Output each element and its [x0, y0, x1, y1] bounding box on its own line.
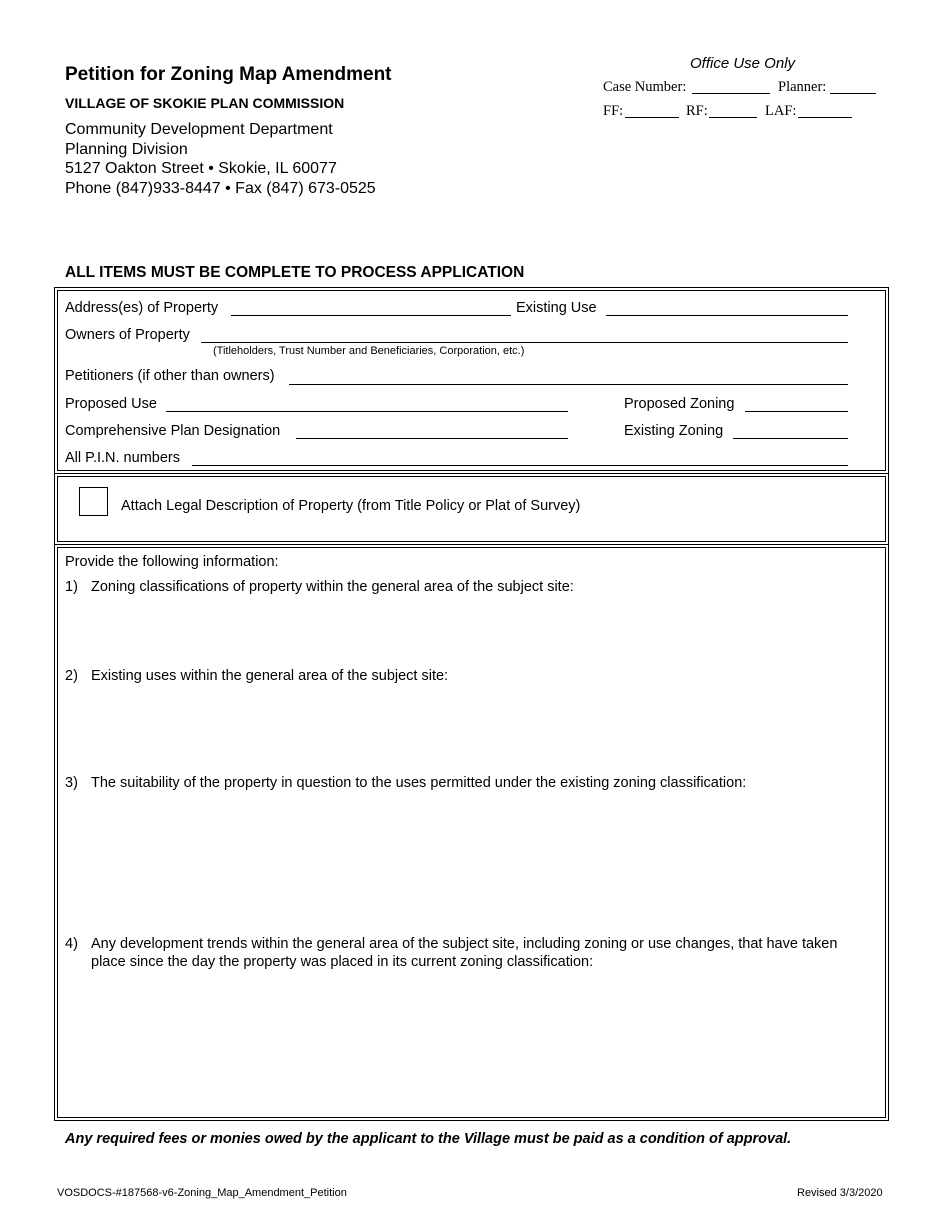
pin-label: All P.I.N. numbers [65, 450, 180, 466]
address-label: Address(es) of Property [65, 300, 219, 316]
case-number-label: Case Number: [603, 79, 687, 95]
question-1-number: 1) [65, 579, 78, 595]
page-subtitle: VILLAGE OF SKOKIE PLAN COMMISSION [65, 95, 345, 111]
document-id: VOSDOCS-#187568-v6-Zoning_Map_Amendment_Petition [57, 1187, 347, 1199]
existing-zoning-label: Existing Zoning [624, 423, 724, 439]
page-title: Petition for Zoning Map Amendment [65, 64, 392, 85]
question-4-number: 4) [65, 936, 78, 952]
owners-label: Owners of Property [65, 327, 190, 343]
proposed-use-label: Proposed Use [65, 396, 157, 412]
complete-notice: ALL ITEMS MUST BE COMPLETE TO PROCESS APPLICATION [65, 264, 525, 281]
address-line-4: Phone (847)933-8447 • Fax (847) 673-0525 [65, 180, 376, 197]
laf-label: LAF: [765, 103, 797, 119]
existing-use-field[interactable] [606, 315, 848, 316]
petitioners-label: Petitioners (if other than owners) [65, 368, 275, 384]
proposed-zoning-field[interactable] [745, 411, 848, 412]
comp-plan-field[interactable] [296, 438, 568, 439]
existing-zoning-field[interactable] [733, 438, 848, 439]
owners-field[interactable] [201, 342, 848, 343]
planner-field[interactable] [830, 93, 876, 94]
petitioners-field[interactable] [289, 384, 848, 385]
address-line-2: Planning Division [65, 141, 188, 158]
ff-field[interactable] [625, 117, 679, 118]
owners-hint: (Titleholders, Trust Number and Beneficiaries, Corporation, etc.) [213, 345, 525, 357]
question-3-text: The suitability of the property in question to the uses permitted under the existing zoning classification: [91, 775, 747, 791]
rf-field[interactable] [709, 117, 757, 118]
existing-use-label: Existing Use [516, 300, 597, 316]
address-field[interactable] [231, 315, 511, 316]
fees-note: Any required fees or monies owed by the applicant to the Village must be paid as a condition of approval. [65, 1131, 792, 1147]
question-2-text: Existing uses within the general area of the subject site: [91, 668, 449, 684]
proposed-zoning-label: Proposed Zoning [624, 396, 735, 412]
pin-field[interactable] [192, 465, 848, 466]
address-line-1: Community Development Department [65, 121, 333, 138]
laf-field[interactable] [798, 117, 852, 118]
revised-date: Revised 3/3/2020 [797, 1187, 883, 1199]
comp-plan-label: Comprehensive Plan Designation [65, 423, 281, 439]
rf-label: RF: [686, 103, 708, 119]
question-3-number: 3) [65, 775, 78, 791]
address-line-3: 5127 Oakton Street • Skokie, IL 60077 [65, 160, 337, 177]
info-intro: Provide the following information: [65, 554, 279, 570]
attach-checkbox[interactable] [79, 487, 108, 516]
ff-label: FF: [603, 103, 624, 119]
question-4-text: Any development trends within the general area of the subject site, including zoning or use changes, that have taken [91, 936, 838, 952]
planner-label: Planner: [778, 79, 827, 95]
question-1-text: Zoning classifications of property within the general area of the subject site: [91, 579, 574, 595]
office-use-title: Office Use Only [690, 55, 796, 72]
proposed-use-field[interactable] [166, 411, 568, 412]
question-2-number: 2) [65, 668, 78, 684]
question-4-text-continued: place since the day the property was placed in its current zoning classification: [91, 954, 594, 970]
attach-label: Attach Legal Description of Property (from Title Policy or Plat of Survey) [121, 498, 581, 514]
case-number-field[interactable] [692, 93, 770, 94]
